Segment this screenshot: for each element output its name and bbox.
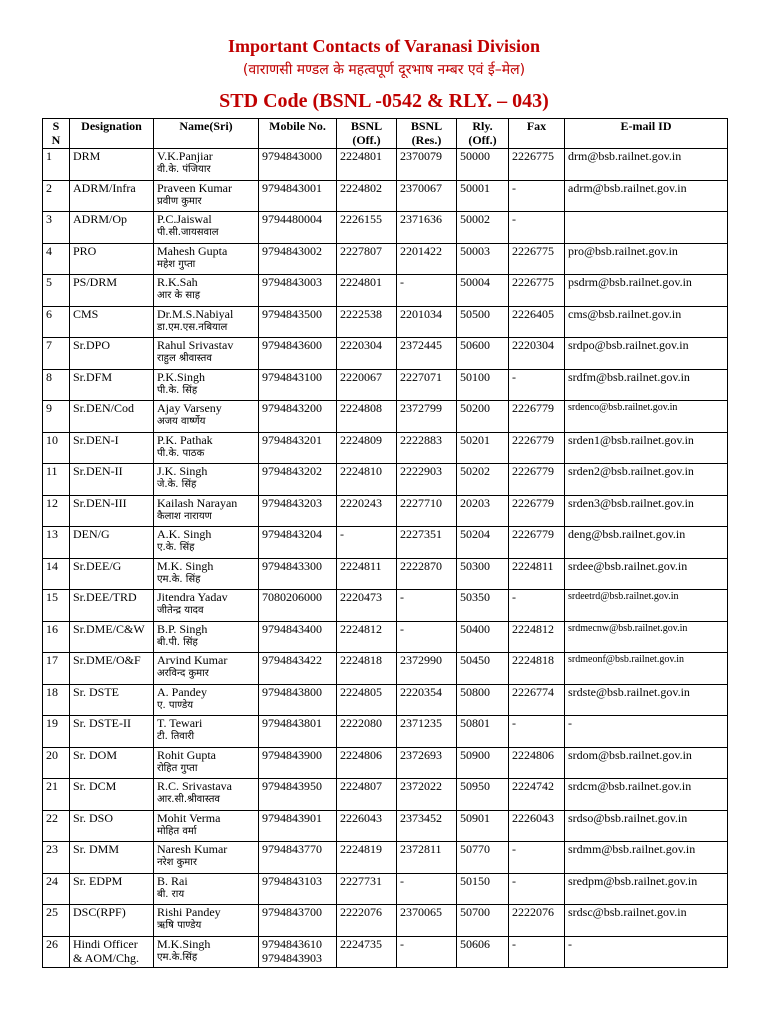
- name-cell: Naresh Kumar नरेश कुमार: [154, 842, 259, 874]
- email-cell: -: [565, 936, 728, 968]
- mobile-cell: 9794843500: [259, 306, 337, 338]
- bsnl-res-cell: 2373452: [397, 810, 457, 842]
- rly-off-cell: 50201: [457, 432, 509, 464]
- bsnl-res-cell: 2372693: [397, 747, 457, 779]
- bsnl-res-cell: 2370065: [397, 905, 457, 937]
- sn-cell: 19: [43, 716, 70, 748]
- table-row: [43, 149, 728, 181]
- sn-cell: 5: [43, 275, 70, 307]
- col-bsnl-res-header: BSNL (Res.): [397, 119, 457, 149]
- mobile-cell: 7080206000: [259, 590, 337, 622]
- bsnl-res-cell: -: [397, 621, 457, 653]
- name-cell: A.K. Singh ए.के. सिंह: [154, 527, 259, 559]
- fax-cell: 2226775: [509, 149, 565, 181]
- mobile-cell: 9794843901: [259, 810, 337, 842]
- sn-cell: 24: [43, 873, 70, 905]
- mobile-cell: 9794843201: [259, 432, 337, 464]
- bsnl-res-cell: -: [397, 873, 457, 905]
- email-cell: srdste@bsb.railnet.gov.in: [565, 684, 728, 716]
- sn-cell: 14: [43, 558, 70, 590]
- designation-cell: Sr.DEN/Cod: [70, 401, 154, 433]
- col-bsnl-off-header: BSNL (Off.): [337, 119, 397, 149]
- bsnl-res-cell: 2201422: [397, 243, 457, 275]
- rly-off-cell: 50770: [457, 842, 509, 874]
- bsnl-res-cell: 2227071: [397, 369, 457, 401]
- mobile-cell: 9794843900: [259, 747, 337, 779]
- email-cell: srden3@bsb.railnet.gov.in: [565, 495, 728, 527]
- bsnl-res-cell: 2227710: [397, 495, 457, 527]
- sn-cell: 2: [43, 180, 70, 212]
- bsnl-off-cell: 2220067: [337, 369, 397, 401]
- designation-cell: Sr. DMM: [70, 842, 154, 874]
- name-cell: M.K.Singh एम.के.सिंह: [154, 936, 259, 968]
- email-cell: srden1@bsb.railnet.gov.in: [565, 432, 728, 464]
- mobile-cell: 9794843103: [259, 873, 337, 905]
- mobile-cell: 9794843100: [259, 369, 337, 401]
- bsnl-off-cell: 2220304: [337, 338, 397, 370]
- fax-cell: -: [509, 936, 565, 968]
- designation-cell: Sr.DEN-I: [70, 432, 154, 464]
- col-fax-header: Fax: [509, 119, 565, 149]
- mobile-cell: 9794843400: [259, 621, 337, 653]
- name-cell: Kailash Narayan कैलाश नारायण: [154, 495, 259, 527]
- designation-cell: Sr.DPO: [70, 338, 154, 370]
- name-cell: Mohit Verma मोहित वर्मा: [154, 810, 259, 842]
- sn-cell: 9: [43, 401, 70, 433]
- rly-off-cell: 50950: [457, 779, 509, 811]
- fax-cell: 2222076: [509, 905, 565, 937]
- designation-cell: Sr. DSTE-II: [70, 716, 154, 748]
- fax-cell: 2226774: [509, 684, 565, 716]
- rly-off-cell: 50100: [457, 369, 509, 401]
- rly-off-cell: 50901: [457, 810, 509, 842]
- bsnl-res-cell: 2222903: [397, 464, 457, 496]
- bsnl-off-cell: 2226043: [337, 810, 397, 842]
- std-code-heading: STD Code (BSNL -0542 & RLY. – 043): [219, 90, 549, 112]
- email-cell: srdsc@bsb.railnet.gov.in: [565, 905, 728, 937]
- name-cell: J.K. Singh जे.के. सिंह: [154, 464, 259, 496]
- sn-cell: 1: [43, 149, 70, 181]
- bsnl-off-cell: 2224801: [337, 275, 397, 307]
- designation-cell: Sr. DOM: [70, 747, 154, 779]
- sn-cell: 6: [43, 306, 70, 338]
- rly-off-cell: 50004: [457, 275, 509, 307]
- bsnl-off-cell: 2226155: [337, 212, 397, 244]
- table-row: [43, 779, 728, 811]
- table-row: [43, 527, 728, 559]
- rly-off-cell: 50300: [457, 558, 509, 590]
- bsnl-res-cell: 2372811: [397, 842, 457, 874]
- bsnl-res-cell: -: [397, 936, 457, 968]
- table-row: [43, 810, 728, 842]
- col-rly-off-header: Rly. (Off.): [457, 119, 509, 149]
- fax-cell: 2226043: [509, 810, 565, 842]
- fax-cell: -: [509, 873, 565, 905]
- bsnl-res-cell: 2227351: [397, 527, 457, 559]
- col-name-header: Name(Sri): [154, 119, 259, 149]
- designation-cell: Sr. DSTE: [70, 684, 154, 716]
- mobile-cell: 9794843200: [259, 401, 337, 433]
- name-cell: T. Tewari टी. तिवारी: [154, 716, 259, 748]
- fax-cell: 2226405: [509, 306, 565, 338]
- col-mobile-header: Mobile No.: [259, 119, 337, 149]
- sn-cell: 17: [43, 653, 70, 685]
- email-cell: cms@bsb.railnet.gov.in: [565, 306, 728, 338]
- rly-off-cell: 50150: [457, 873, 509, 905]
- email-cell: psdrm@bsb.railnet.gov.in: [565, 275, 728, 307]
- bsnl-off-cell: 2224818: [337, 653, 397, 685]
- email-cell: srdfm@bsb.railnet.gov.in: [565, 369, 728, 401]
- designation-cell: Sr.DEE/TRD: [70, 590, 154, 622]
- sn-cell: 4: [43, 243, 70, 275]
- sn-cell: 10: [43, 432, 70, 464]
- bsnl-off-cell: 2224805: [337, 684, 397, 716]
- rly-off-cell: 50202: [457, 464, 509, 496]
- bsnl-off-cell: 2222538: [337, 306, 397, 338]
- sn-cell: 25: [43, 905, 70, 937]
- bsnl-off-cell: 2224807: [337, 779, 397, 811]
- fax-cell: -: [509, 590, 565, 622]
- email-cell: srdeetrd@bsb.railnet.gov.in: [565, 590, 728, 622]
- table-row: [43, 653, 728, 685]
- table-row: [43, 401, 728, 433]
- bsnl-off-cell: 2224811: [337, 558, 397, 590]
- table-row: [43, 495, 728, 527]
- designation-cell: Sr.DEE/G: [70, 558, 154, 590]
- sn-cell: 13: [43, 527, 70, 559]
- table-row: [43, 716, 728, 748]
- fax-cell: 2226779: [509, 401, 565, 433]
- rly-off-cell: 50700: [457, 905, 509, 937]
- rly-off-cell: 50606: [457, 936, 509, 968]
- bsnl-res-cell: -: [397, 590, 457, 622]
- designation-cell: PS/DRM: [70, 275, 154, 307]
- fax-cell: -: [509, 212, 565, 244]
- fax-cell: 2224806: [509, 747, 565, 779]
- table-row: [43, 306, 728, 338]
- bsnl-res-cell: 2222870: [397, 558, 457, 590]
- mobile-cell: 9794843950: [259, 779, 337, 811]
- sn-cell: 21: [43, 779, 70, 811]
- sn-cell: 16: [43, 621, 70, 653]
- name-cell: B. Rai बी. राय: [154, 873, 259, 905]
- sn-cell: 15: [43, 590, 70, 622]
- fax-cell: -: [509, 716, 565, 748]
- rly-off-cell: 50204: [457, 527, 509, 559]
- rly-off-cell: 50001: [457, 180, 509, 212]
- table-row: [43, 243, 728, 275]
- fax-cell: 2224818: [509, 653, 565, 685]
- bsnl-off-cell: 2224808: [337, 401, 397, 433]
- mobile-cell: 9794843801: [259, 716, 337, 748]
- col-email-header: E-mail ID: [565, 119, 728, 149]
- mobile-cell: 9794843600: [259, 338, 337, 370]
- email-cell: [565, 212, 728, 244]
- name-cell: P.K.Singh पी.के. सिंह: [154, 369, 259, 401]
- bsnl-res-cell: 2372022: [397, 779, 457, 811]
- table-row: [43, 180, 728, 212]
- email-cell: srdee@bsb.railnet.gov.in: [565, 558, 728, 590]
- name-cell: Arvind Kumar अरविन्द कुमार: [154, 653, 259, 685]
- sn-cell: 7: [43, 338, 70, 370]
- rly-off-cell: 50800: [457, 684, 509, 716]
- email-cell: srdso@bsb.railnet.gov.in: [565, 810, 728, 842]
- sn-cell: 20: [43, 747, 70, 779]
- bsnl-off-cell: 2227731: [337, 873, 397, 905]
- fax-cell: -: [509, 369, 565, 401]
- fax-cell: 2226779: [509, 464, 565, 496]
- bsnl-off-cell: 2224809: [337, 432, 397, 464]
- designation-cell: Sr.DFM: [70, 369, 154, 401]
- fax-cell: 2226779: [509, 495, 565, 527]
- designation-cell: Sr. EDPM: [70, 873, 154, 905]
- bsnl-res-cell: 2372799: [397, 401, 457, 433]
- bsnl-res-cell: -: [397, 275, 457, 307]
- name-cell: P.C.Jaiswal पी.सी.जायसवाल: [154, 212, 259, 244]
- rly-off-cell: 50450: [457, 653, 509, 685]
- mobile-cell: 9794843203: [259, 495, 337, 527]
- mobile-cell: 9794843002: [259, 243, 337, 275]
- sn-cell: 3: [43, 212, 70, 244]
- bsnl-off-cell: 2224735: [337, 936, 397, 968]
- designation-cell: Sr. DCM: [70, 779, 154, 811]
- name-cell: Dr.M.S.Nabiyal डा.एम.एस.नबियाल: [154, 306, 259, 338]
- sn-cell: 8: [43, 369, 70, 401]
- bsnl-res-cell: 2372990: [397, 653, 457, 685]
- table-row: [43, 338, 728, 370]
- bsnl-off-cell: 2222080: [337, 716, 397, 748]
- bsnl-res-cell: 2370079: [397, 149, 457, 181]
- bsnl-res-cell: 2370067: [397, 180, 457, 212]
- table-row: [43, 558, 728, 590]
- sn-cell: 11: [43, 464, 70, 496]
- bsnl-off-cell: 2222076: [337, 905, 397, 937]
- mobile-cell: 9794843300: [259, 558, 337, 590]
- table-header-row: [43, 119, 728, 149]
- rly-off-cell: 50400: [457, 621, 509, 653]
- email-cell: srdmecnw@bsb.railnet.gov.in: [565, 621, 728, 653]
- table-row: [43, 842, 728, 874]
- sn-cell: 22: [43, 810, 70, 842]
- mobile-cell: 9794843003: [259, 275, 337, 307]
- email-cell: deng@bsb.railnet.gov.in: [565, 527, 728, 559]
- mobile-cell: 9794843422: [259, 653, 337, 685]
- col-sn-header: S N: [43, 119, 70, 149]
- email-cell: pro@bsb.railnet.gov.in: [565, 243, 728, 275]
- fax-cell: 2224742: [509, 779, 565, 811]
- name-cell: B.P. Singh बी.पी. सिंह: [154, 621, 259, 653]
- bsnl-res-cell: 2372445: [397, 338, 457, 370]
- table-body: [43, 149, 728, 968]
- sn-cell: 12: [43, 495, 70, 527]
- email-cell: sredpm@bsb.railnet.gov.in: [565, 873, 728, 905]
- fax-cell: 2226779: [509, 527, 565, 559]
- rly-off-cell: 50000: [457, 149, 509, 181]
- designation-cell: Hindi Officer & AOM/Chg.: [70, 936, 154, 968]
- mobile-cell: 9794480004: [259, 212, 337, 244]
- name-cell: P.K. Pathak पी.के. पाठक: [154, 432, 259, 464]
- sn-cell: 23: [43, 842, 70, 874]
- name-cell: Rishi Pandey ऋषि पाण्डेय: [154, 905, 259, 937]
- bsnl-res-cell: 2371235: [397, 716, 457, 748]
- designation-cell: Sr.DME/O&F: [70, 653, 154, 685]
- email-cell: srdom@bsb.railnet.gov.in: [565, 747, 728, 779]
- designation-cell: Sr. DSO: [70, 810, 154, 842]
- table-row: [43, 873, 728, 905]
- designation-cell: ADRM/Op: [70, 212, 154, 244]
- table-row: [43, 212, 728, 244]
- table-row: [43, 747, 728, 779]
- rly-off-cell: 50500: [457, 306, 509, 338]
- designation-cell: DRM: [70, 149, 154, 181]
- rly-off-cell: 50600: [457, 338, 509, 370]
- bsnl-off-cell: 2224812: [337, 621, 397, 653]
- col-designation-header: Designation: [70, 119, 154, 149]
- fax-cell: -: [509, 180, 565, 212]
- name-cell: R.C. Srivastava आर.सी.श्रीवास्तव: [154, 779, 259, 811]
- fax-cell: 2226779: [509, 432, 565, 464]
- sn-cell: 18: [43, 684, 70, 716]
- name-cell: Rohit Gupta रोहित गुप्ता: [154, 747, 259, 779]
- designation-cell: PRO: [70, 243, 154, 275]
- name-cell: Mahesh Gupta महेश गुप्ता: [154, 243, 259, 275]
- bsnl-res-cell: 2371636: [397, 212, 457, 244]
- fax-cell: 2220304: [509, 338, 565, 370]
- mobile-cell: 9794843700: [259, 905, 337, 937]
- designation-cell: CMS: [70, 306, 154, 338]
- name-cell: A. Pandey ए. पाण्डेय: [154, 684, 259, 716]
- email-cell: drm@bsb.railnet.gov.in: [565, 149, 728, 181]
- bsnl-off-cell: 2224819: [337, 842, 397, 874]
- name-cell: Jitendra Yadav जीतेन्द्र यादव: [154, 590, 259, 622]
- email-cell: -: [565, 716, 728, 748]
- name-cell: V.K.Panjiar वी.के. पंजियार: [154, 149, 259, 181]
- fax-cell: 2224812: [509, 621, 565, 653]
- rly-off-cell: 50003: [457, 243, 509, 275]
- bsnl-off-cell: 2220473: [337, 590, 397, 622]
- mobile-cell: 9794843610 9794843903: [259, 936, 337, 968]
- table-row: [43, 905, 728, 937]
- table-row: [43, 621, 728, 653]
- email-cell: srdmm@bsb.railnet.gov.in: [565, 842, 728, 874]
- mobile-cell: 9794843800: [259, 684, 337, 716]
- table-row: [43, 464, 728, 496]
- bsnl-off-cell: 2220243: [337, 495, 397, 527]
- rly-off-cell: 50900: [457, 747, 509, 779]
- bsnl-off-cell: 2224810: [337, 464, 397, 496]
- table-row: [43, 275, 728, 307]
- email-cell: adrm@bsb.railnet.gov.in: [565, 180, 728, 212]
- rly-off-cell: 50350: [457, 590, 509, 622]
- fax-cell: -: [509, 842, 565, 874]
- email-cell: srdenco@bsb.railnet.gov.in: [565, 401, 728, 433]
- designation-cell: Sr.DEN-II: [70, 464, 154, 496]
- designation-cell: DEN/G: [70, 527, 154, 559]
- mobile-cell: 9794843204: [259, 527, 337, 559]
- name-cell: R.K.Sah आर के साह: [154, 275, 259, 307]
- bsnl-off-cell: -: [337, 527, 397, 559]
- designation-cell: ADRM/Infra: [70, 180, 154, 212]
- mobile-cell: 9794843000: [259, 149, 337, 181]
- table-row: [43, 684, 728, 716]
- bsnl-res-cell: 2201034: [397, 306, 457, 338]
- email-cell: srdpo@bsb.railnet.gov.in: [565, 338, 728, 370]
- name-cell: Praveen Kumar प्रवीण कुमार: [154, 180, 259, 212]
- sn-cell: 26: [43, 936, 70, 968]
- mobile-cell: 9794843770: [259, 842, 337, 874]
- contacts-table: [42, 118, 728, 968]
- rly-off-cell: 50801: [457, 716, 509, 748]
- designation-cell: Sr.DEN-III: [70, 495, 154, 527]
- bsnl-off-cell: 2224802: [337, 180, 397, 212]
- fax-cell: 2226775: [509, 275, 565, 307]
- page-title: Important Contacts of Varanasi Division: [227, 36, 541, 56]
- designation-cell: Sr.DME/C&W: [70, 621, 154, 653]
- page-subtitle-hindi: (वाराणसी मण्डल के महत्वपूर्ण दूरभाष नम्बर एवं ई–मेल): [242, 62, 526, 78]
- bsnl-off-cell: 2224806: [337, 747, 397, 779]
- designation-cell: DSC(RPF): [70, 905, 154, 937]
- bsnl-res-cell: 2222883: [397, 432, 457, 464]
- fax-cell: 2224811: [509, 558, 565, 590]
- table-row: [43, 590, 728, 622]
- fax-cell: 2226775: [509, 243, 565, 275]
- email-cell: srden2@bsb.railnet.gov.in: [565, 464, 728, 496]
- mobile-cell: 9794843001: [259, 180, 337, 212]
- table-row: [43, 936, 728, 968]
- table-row: [43, 369, 728, 401]
- name-cell: Rahul Srivastav राहुल श्रीवास्तव: [154, 338, 259, 370]
- bsnl-off-cell: 2224801: [337, 149, 397, 181]
- bsnl-off-cell: 2227807: [337, 243, 397, 275]
- table-row: [43, 432, 728, 464]
- email-cell: srdmeonf@bsb.railnet.gov.in: [565, 653, 728, 685]
- bsnl-res-cell: 2220354: [397, 684, 457, 716]
- rly-off-cell: 50002: [457, 212, 509, 244]
- rly-off-cell: 50200: [457, 401, 509, 433]
- mobile-cell: 9794843202: [259, 464, 337, 496]
- email-cell: srdcm@bsb.railnet.gov.in: [565, 779, 728, 811]
- name-cell: Ajay Varseny अजय वार्ष्णेय: [154, 401, 259, 433]
- name-cell: M.K. Singh एम.के. सिंह: [154, 558, 259, 590]
- rly-off-cell: 20203: [457, 495, 509, 527]
